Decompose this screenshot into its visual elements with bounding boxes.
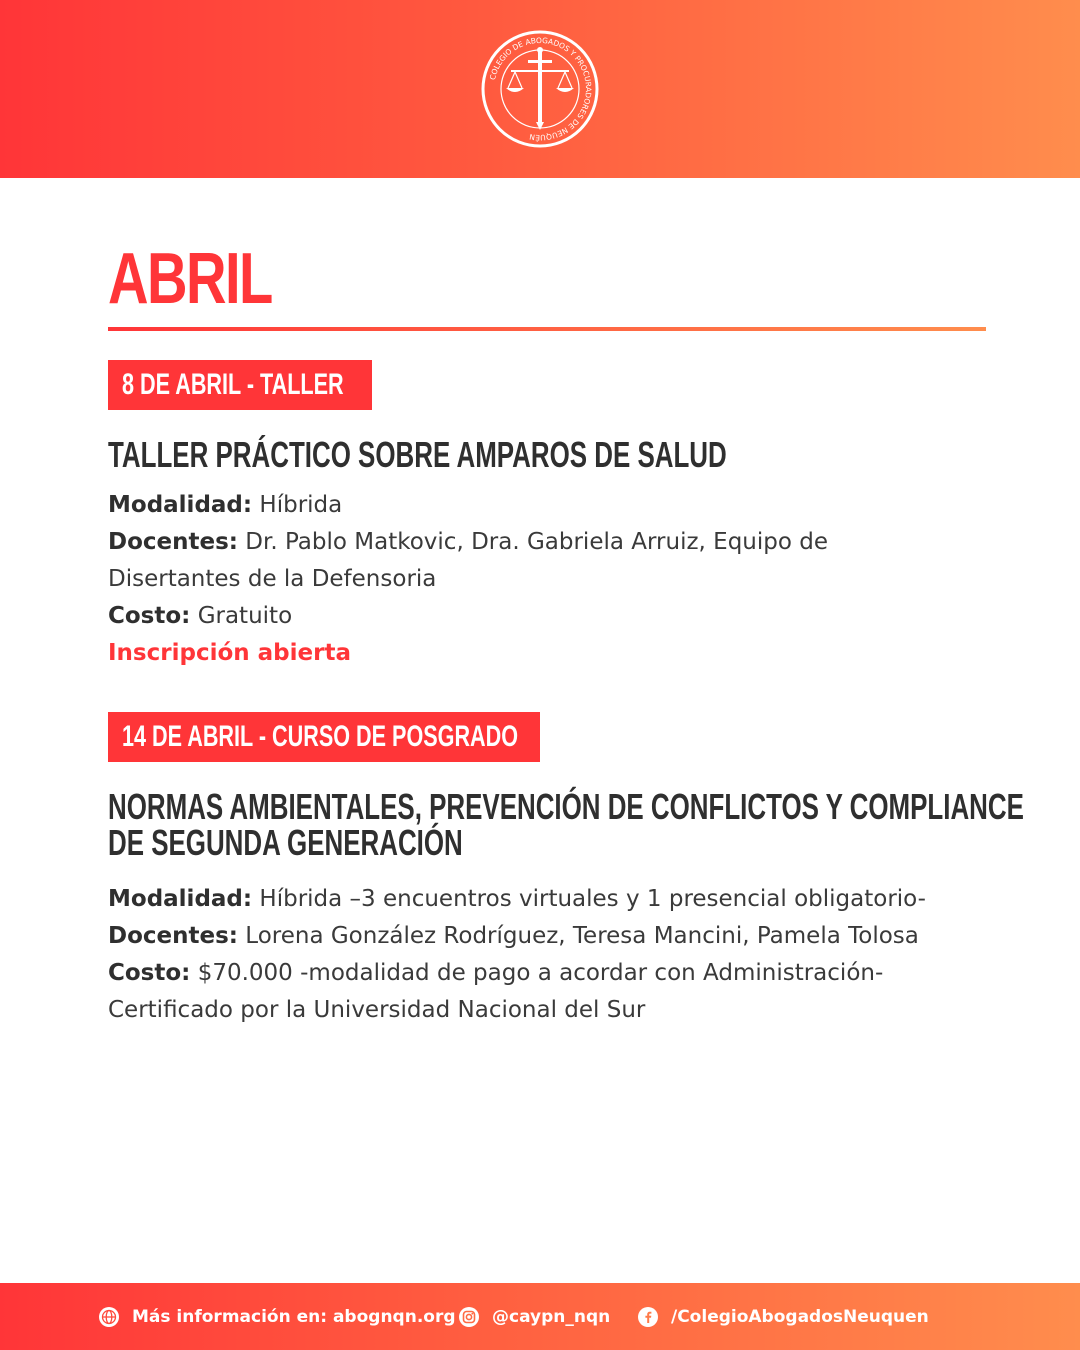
- instagram-link[interactable]: @caypn_nqn: [458, 1305, 610, 1329]
- costo-line: Costo: Gratuito: [108, 603, 293, 629]
- registration-status: Inscripción abierta: [108, 640, 351, 666]
- event-date-tag: 8 DE ABRIL - TALLER: [108, 360, 372, 410]
- docentes-line-continued: Disertantes de la Defensoria: [108, 566, 437, 592]
- modalidad-line: Modalidad: Híbrida –3 encuentros virtuales y 1 presencial obligatorio-: [108, 886, 926, 912]
- costo-line: Costo: $70.000 -modalidad de pago a acordar con Administración-: [108, 960, 884, 986]
- event-title: TALLER PRÁCTICO SOBRE AMPAROS DE SALUD: [108, 434, 727, 475]
- scales-of-justice-logo: [481, 30, 599, 148]
- instagram-icon: [458, 1306, 480, 1328]
- event-date-tag: 14 DE ABRIL - CURSO DE POSGRADO: [108, 712, 540, 762]
- website-link[interactable]: Más información en: abognqn.org: [98, 1305, 456, 1329]
- docentes-line: Docentes: Lorena González Rodríguez, Teresa Mancini, Pamela Tolosa: [108, 923, 919, 949]
- header-banner: [0, 0, 1080, 178]
- footer-bar: [0, 1283, 1080, 1350]
- event-details: [108, 487, 988, 672]
- facebook-link[interactable]: /ColegioAbogadosNeuquen: [637, 1305, 929, 1329]
- month-title: ABRIL: [108, 239, 272, 319]
- docentes-line: Docentes: Dr. Pablo Matkovic, Dra. Gabriela Arruiz, Equipo de: [108, 529, 829, 555]
- modalidad-line: Modalidad: Híbrida: [108, 492, 343, 518]
- globe-icon: [98, 1306, 120, 1328]
- logo-ring-text: COLEGIO DE ABOGADOS Y PROCURADORES DE NEUQUÉN: [487, 35, 594, 143]
- facebook-icon: [637, 1306, 659, 1328]
- event-details: [108, 881, 988, 1029]
- event-title: NORMAS AMBIENTALES, PREVENCIÓN DE CONFLICTOS Y COMPLIANCE DE SEGUNDA GENERACIÓN: [108, 786, 1024, 863]
- month-divider: [108, 327, 986, 331]
- certificado-line: Certificado por la Universidad Nacional del Sur: [108, 997, 646, 1023]
